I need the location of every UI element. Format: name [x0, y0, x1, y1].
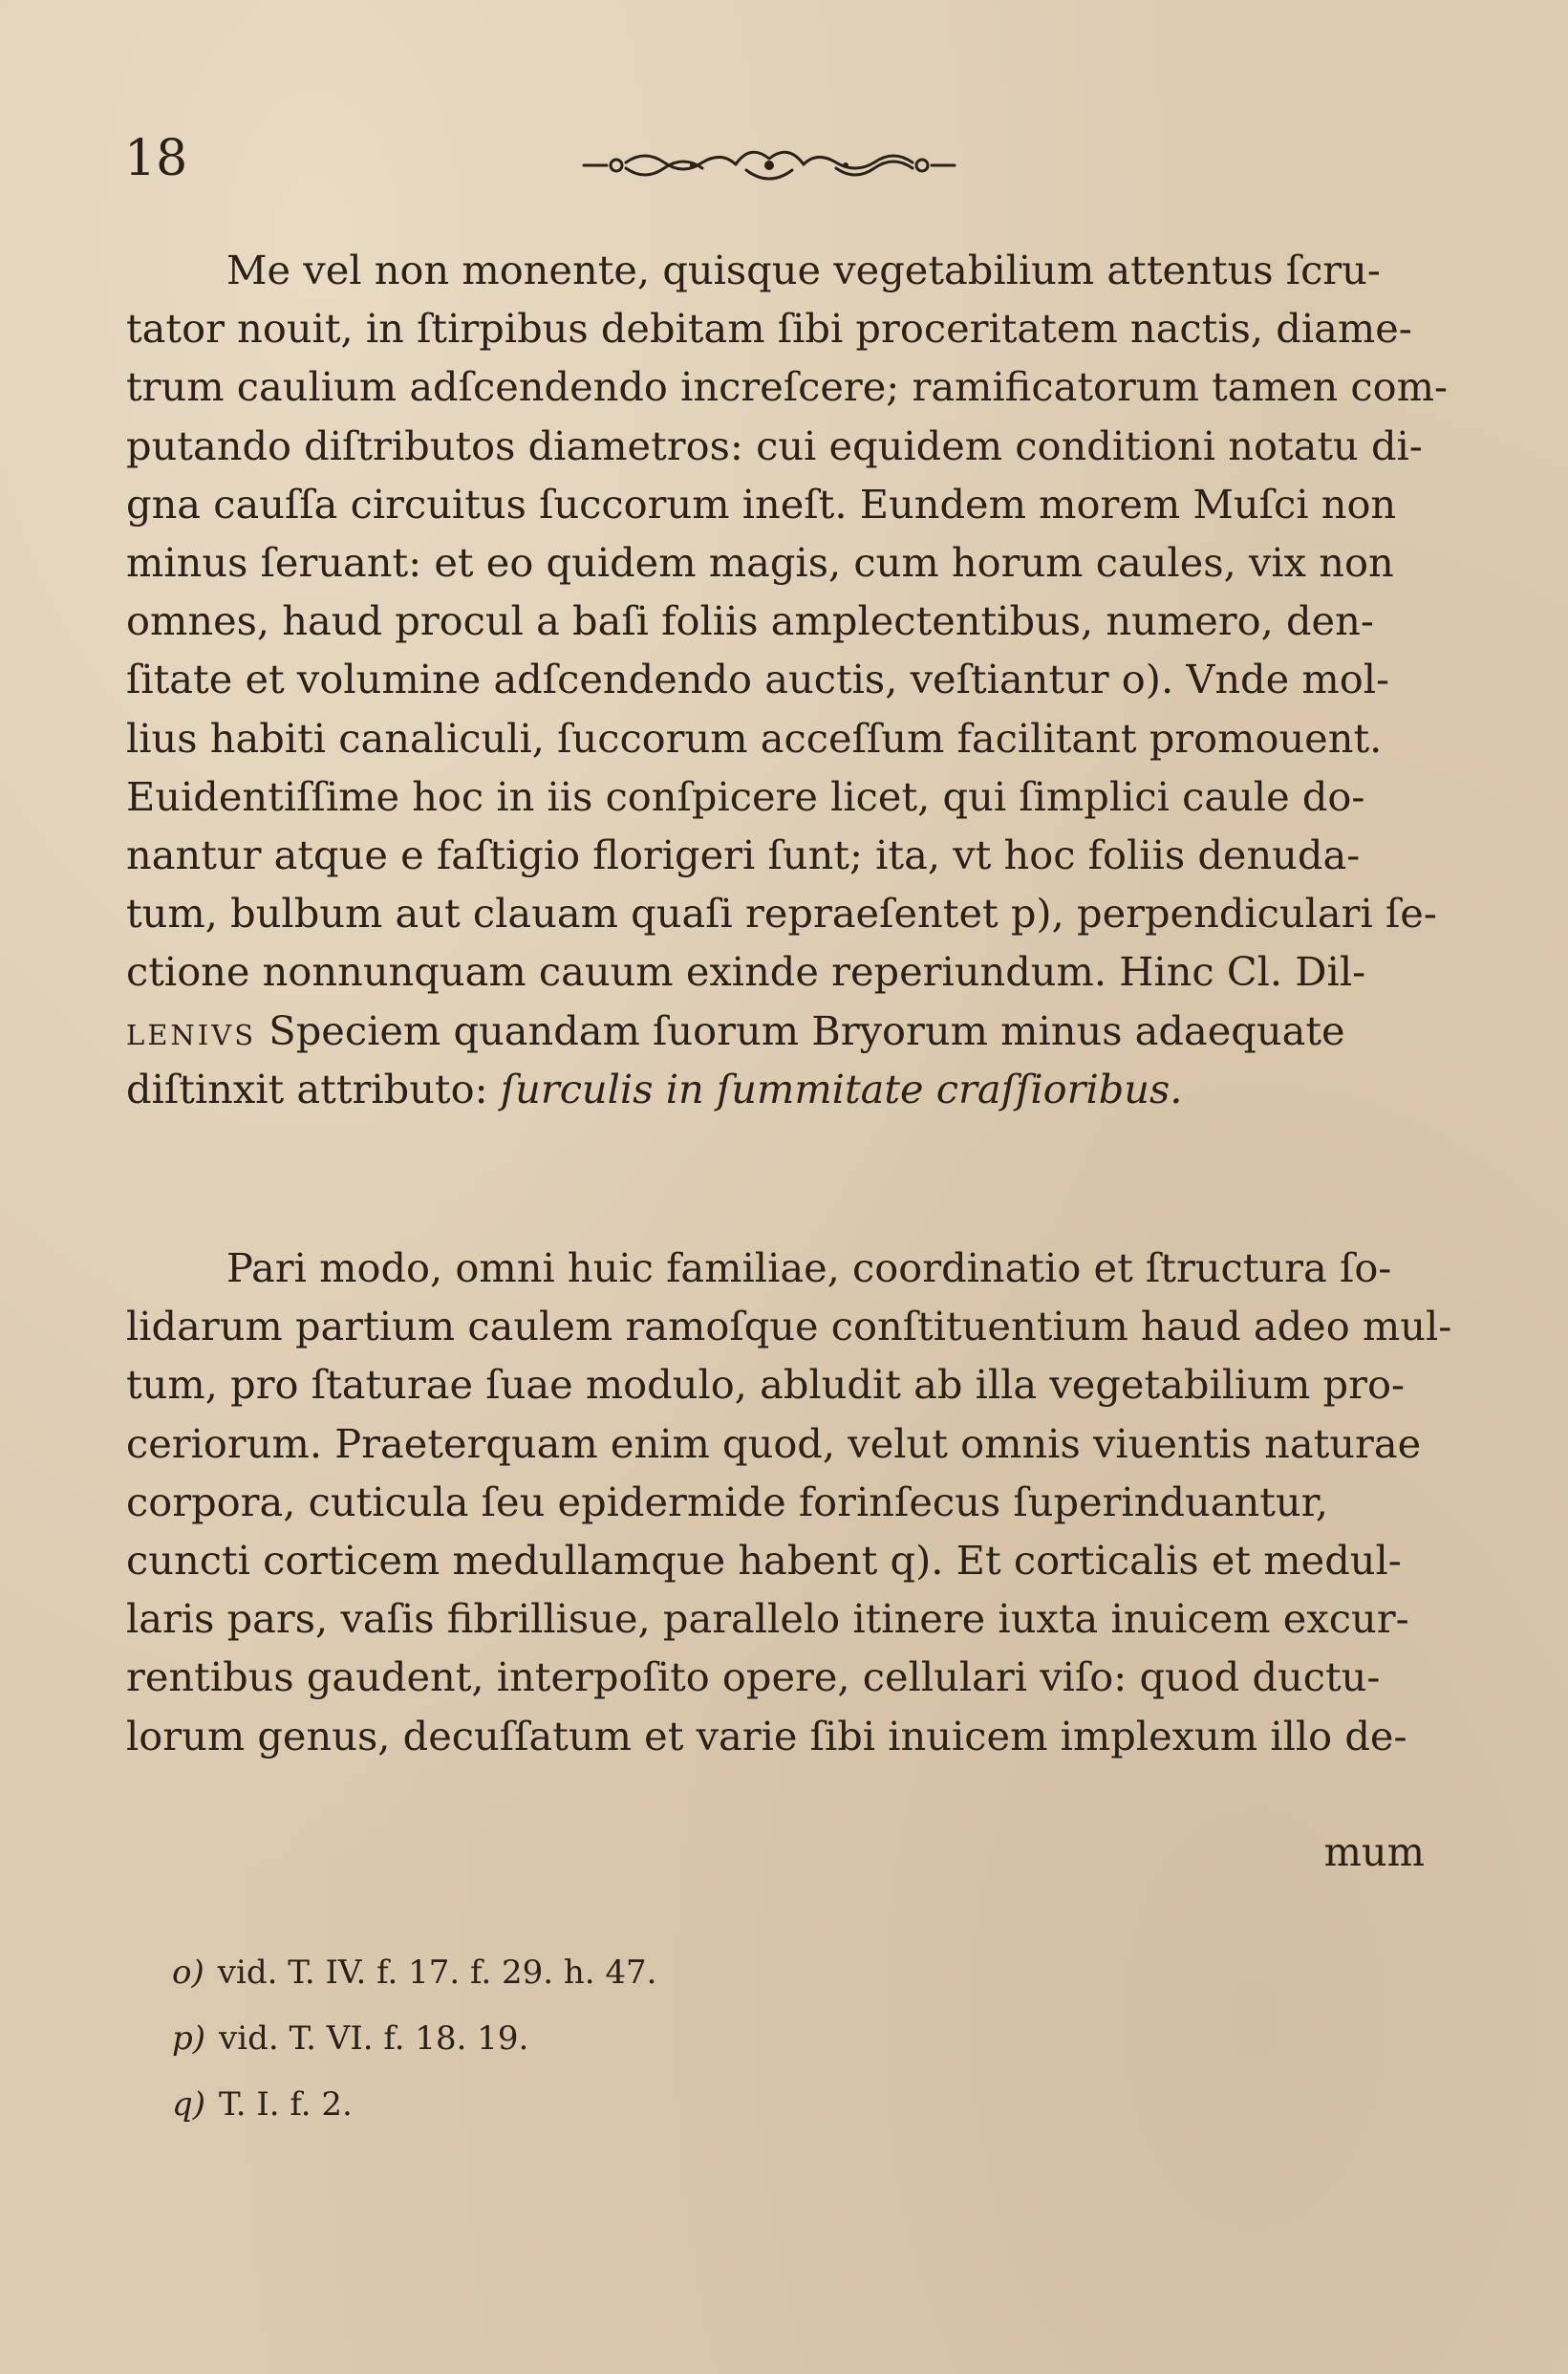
- text-fragment: Speciem quandam ſuorum Bryorum minus adaequate: [256, 1006, 1345, 1054]
- text-line: ceriorum. Praeterquam enim quod, velut omnis viuentis naturae: [126, 1419, 1422, 1467]
- text-line: lidarum partium caulem ramoſque conſtituentium haud adeo mul-: [126, 1303, 1452, 1350]
- footnote-text: vid. T. IV. f. 17. f. 29. h. 47.: [217, 1953, 657, 1992]
- text-line: ſitate et volumine adſcendendo auctis, veſtiantur o). Vnde mol-: [126, 656, 1390, 703]
- footnote-mark: q): [172, 2085, 206, 2124]
- text-line: tum, pro ſtaturae ſuae modulo, abludit ab illa vegetabilium pro-: [126, 1361, 1405, 1409]
- catchword: mum: [1323, 1828, 1425, 1875]
- text-line: laris pars, vaſis fibrillisue, parallelo itinere iuxta inuicem excur-: [126, 1595, 1409, 1643]
- footnote-text: vid. T. VI. f. 18. 19.: [219, 2019, 529, 2058]
- paragraph-1: [126, 241, 1454, 1118]
- text-line: corpora, cuticula ſeu epidermide forinſecus ſuperinduantur,: [126, 1478, 1329, 1525]
- text-line: tum, bulbum aut clauam quaſi repraeſentet p), perpendiculari ſe-: [126, 890, 1437, 938]
- text-line: omnes, haud procul a baſi foliis amplectentibus, numero, den-: [126, 597, 1374, 645]
- ornament-icon: [578, 141, 960, 189]
- text-line: cuncti corticem medullamque habent q). Et corticalis et medul-: [126, 1537, 1402, 1585]
- text-line: gna cauſſa circuitus ſuccorum ineſt. Eundem morem Muſci non: [126, 480, 1397, 528]
- text-line: nantur atque e faſtigio florigeri ſunt; ita, vt hoc foliis denuda-: [126, 831, 1361, 879]
- text-line: putando diſtributos diametros: cui equidem conditioni notatu di-: [126, 421, 1423, 469]
- text-line: rentibus gaudent, interpoſito opere, cellulari viſo: quod ductu-: [126, 1653, 1381, 1701]
- text-line: lius habiti canaliculi, ſuccorum acceſſum facilitant promouent.: [126, 714, 1383, 762]
- text-fragment: diſtinxit attributo:: [126, 1065, 501, 1112]
- page-number: 18: [124, 130, 188, 187]
- text-line: lorum genus, decuſſatum et varie ſibi inuicem implexum illo de-: [126, 1712, 1407, 1759]
- text-line: trum caulium adſcendendo increſcere; ramificatorum tamen com-: [126, 363, 1448, 411]
- text-line: [126, 1002, 1454, 1060]
- footnote: [172, 2006, 656, 2072]
- footnote-mark: o): [172, 1953, 204, 1992]
- text-line: Me vel non monente, quisque vegetabilium attentus ſcru-: [226, 247, 1381, 293]
- text-line: [126, 1060, 1454, 1118]
- paragraph-2: [126, 1239, 1454, 1765]
- italic-quote: ſurculis in ſummitate craſſioribus.: [500, 1065, 1183, 1112]
- footnote: [172, 2072, 656, 2138]
- footnotes: [172, 1940, 656, 2138]
- text-line: Pari modo, omni huic familiae, coordinatio et ſtructura ſo-: [226, 1244, 1392, 1291]
- text-line: ctione nonnunquam cauum exinde reperiundum. Hinc Cl. Dil-: [126, 948, 1366, 996]
- footnote: [172, 1940, 656, 2006]
- text-line: minus ſeruant: et eo quidem magis, cum horum caules, vix non: [126, 539, 1394, 587]
- text-line: Euidentiſſime hoc in iis conſpicere licet, qui ſimplici caule do-: [126, 772, 1365, 820]
- footnote-mark: p): [172, 2019, 206, 2058]
- author-name: lenivs: [126, 1006, 257, 1054]
- text-line: tator nouit, in ſtirpibus debitam ſibi proceritatem nactis, diame-: [126, 305, 1412, 353]
- footnote-text: T. I. f. 2.: [219, 2085, 353, 2124]
